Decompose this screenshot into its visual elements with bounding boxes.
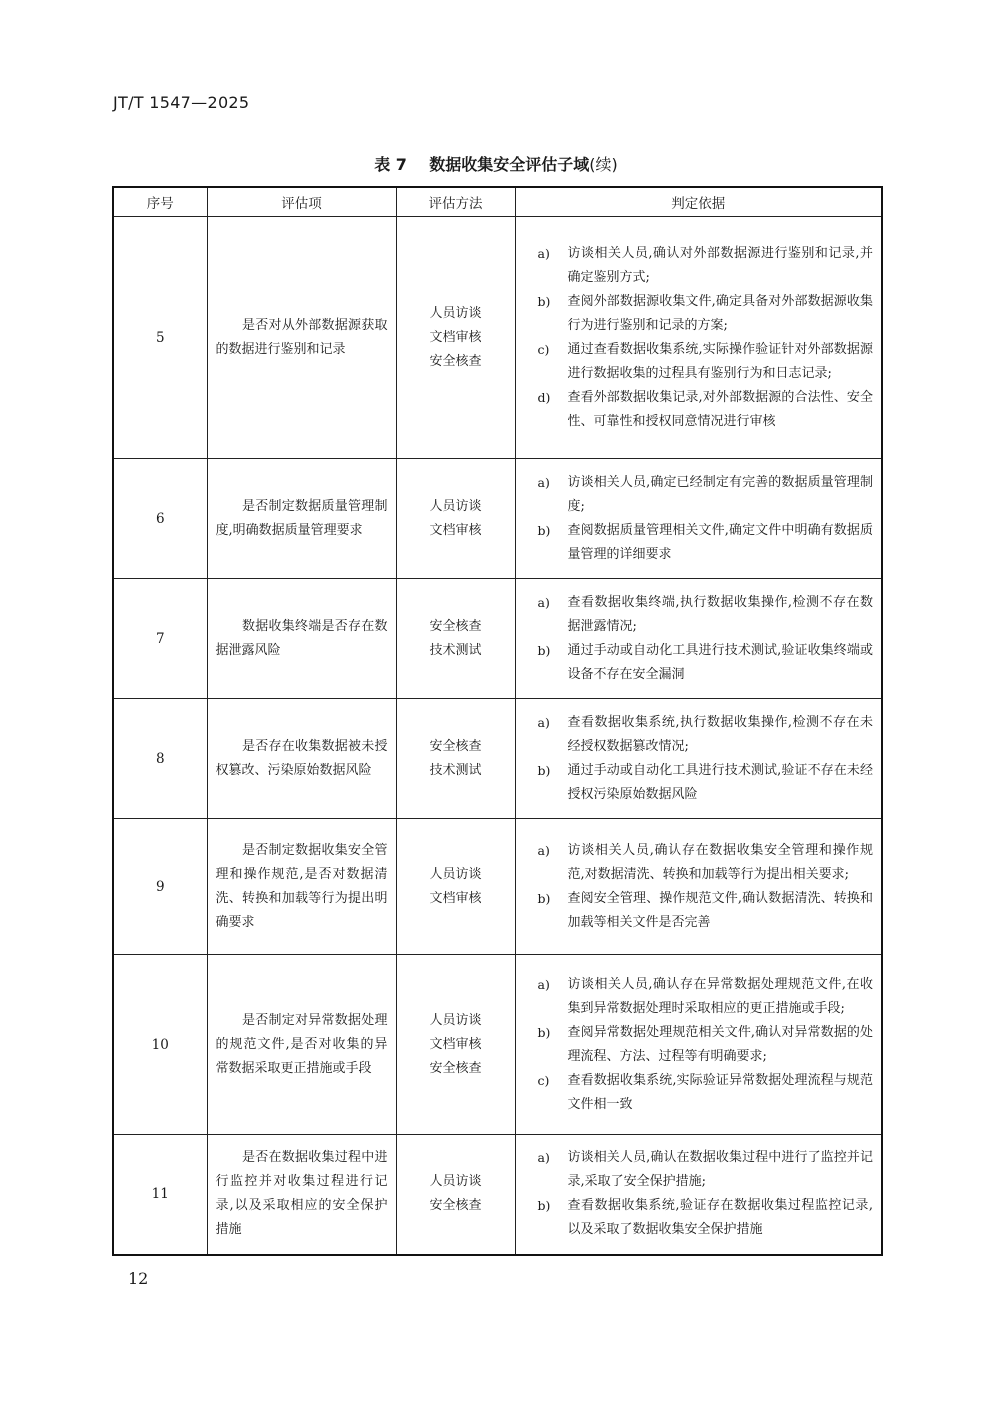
assessment-item: 是否制定数据收集安全管理和操作规范,是否对数据清洗、转换和加载等行为提出明确要求 <box>207 819 396 955</box>
list-marker: a) <box>537 1150 550 1166</box>
basis-list-item <box>524 973 874 1021</box>
judgment-basis <box>515 579 882 699</box>
list-marker: b) <box>537 642 551 658</box>
list-marker: a) <box>537 245 550 261</box>
row-number: 8 <box>113 699 207 819</box>
basis-text: 查看数据收集系统,验证存在数据收集过程监控记录,以及采取了数据收集安全保护措施 <box>567 1198 873 1238</box>
list-marker: c) <box>537 341 550 357</box>
page-number: 12 <box>128 1269 149 1288</box>
method-entry: 人员访谈 <box>429 866 482 882</box>
basis-text: 访谈相关人员,确认对外部数据源进行鉴别和记录,并确定鉴别方式; <box>567 245 873 285</box>
table-row <box>113 1135 882 1255</box>
list-marker: a) <box>537 842 550 858</box>
basis-text: 查看数据收集系统,实际验证异常数据处理流程与规范文件相一致 <box>567 1072 873 1112</box>
row-number: 10 <box>113 955 207 1135</box>
assessment-method <box>396 217 515 459</box>
basis-list-item <box>524 471 874 519</box>
basis-list-item <box>524 887 874 935</box>
list-marker: a) <box>537 594 550 610</box>
method-entry: 人员访谈 <box>429 498 482 514</box>
method-entry: 安全核查 <box>429 1198 482 1214</box>
table-caption <box>0 152 992 175</box>
table-row <box>113 955 882 1135</box>
table-row <box>113 459 882 579</box>
row-number: 5 <box>113 217 207 459</box>
basis-text: 通过手动或自动化工具进行技术测试,验证不存在未经授权污染原始数据风险 <box>567 762 873 802</box>
list-marker: b) <box>537 1198 551 1214</box>
basis-list-item <box>524 519 874 567</box>
method-entry: 安全核查 <box>429 618 482 634</box>
judgment-basis <box>515 955 882 1135</box>
list-marker: b) <box>537 522 551 538</box>
row-number: 9 <box>113 819 207 955</box>
assessment-item: 是否对从外部数据源获取的数据进行鉴别和记录 <box>207 217 396 459</box>
basis-list-item <box>524 711 874 759</box>
assessment-method <box>396 819 515 955</box>
basis-list-item <box>524 242 874 290</box>
basis-list-item <box>524 591 874 639</box>
header-basis: 判定依据 <box>515 187 882 217</box>
assessment-method <box>396 459 515 579</box>
assessment-item: 是否存在收集数据被未授权篡改、污染原始数据风险 <box>207 699 396 819</box>
basis-list-item <box>524 1194 874 1242</box>
row-number: 6 <box>113 459 207 579</box>
basis-list-item <box>524 639 874 687</box>
basis-list-item <box>524 338 874 386</box>
basis-list-item <box>524 1146 874 1194</box>
table-row <box>113 217 882 459</box>
table-row <box>113 819 882 955</box>
basis-text: 查看数据收集终端,执行数据收集操作,检测不存在数据泄露情况; <box>567 594 873 634</box>
judgment-basis <box>515 699 882 819</box>
basis-list-item <box>524 759 874 807</box>
method-entry: 文档审核 <box>429 522 482 538</box>
basis-text: 查阅异常数据处理规范相关文件,确认对异常数据的处理流程、方法、过程等有明确要求; <box>567 1024 873 1064</box>
basis-text: 通过查看数据收集系统,实际操作验证针对外部数据源进行数据收集的过程具有鉴别行为和日志记录; <box>567 341 873 381</box>
table-label: 表 7 <box>374 155 407 174</box>
table-header-row <box>113 187 882 217</box>
method-entry: 技术测试 <box>429 642 482 658</box>
basis-list-item <box>524 290 874 338</box>
assessment-method <box>396 955 515 1135</box>
header-item: 评估项 <box>207 187 396 217</box>
method-entry: 文档审核 <box>429 1036 482 1052</box>
basis-text: 查阅数据质量管理相关文件,确定文件中明确有数据质量管理的详细要求 <box>567 522 873 562</box>
list-marker: d) <box>537 389 551 405</box>
basis-text: 访谈相关人员,确认在数据收集过程中进行了监控并记录,采取了安全保护措施; <box>567 1150 873 1190</box>
table-row <box>113 579 882 699</box>
method-entry: 安全核查 <box>429 353 482 369</box>
assessment-table <box>112 186 883 1256</box>
basis-list-item <box>524 1021 874 1069</box>
table-continued: (续) <box>589 155 618 174</box>
basis-text: 查看外部数据收集记录,对外部数据源的合法性、安全性、可靠性和授权同意情况进行审核 <box>567 389 873 429</box>
basis-text: 查阅安全管理、操作规范文件,确认数据清洗、转换和加载等相关文件是否完善 <box>567 890 873 930</box>
basis-text: 查阅外部数据源收集文件,确定具备对外部数据源收集行为进行鉴别和记录的方案; <box>567 293 873 333</box>
basis-text: 通过手动或自动化工具进行技术测试,验证收集终端或设备不存在安全漏洞 <box>567 642 873 682</box>
judgment-basis <box>515 217 882 459</box>
method-entry: 人员访谈 <box>429 1012 482 1028</box>
method-entry: 人员访谈 <box>429 1174 482 1190</box>
list-marker: b) <box>537 762 551 778</box>
method-entry: 技术测试 <box>429 762 482 778</box>
judgment-basis <box>515 1135 882 1255</box>
list-marker: a) <box>537 714 550 730</box>
list-marker: b) <box>537 890 551 906</box>
method-entry: 文档审核 <box>429 329 482 345</box>
method-entry: 文档审核 <box>429 890 482 906</box>
header-no: 序号 <box>113 187 207 217</box>
basis-text: 访谈相关人员,确定已经制定有完善的数据质量管理制度; <box>567 474 873 514</box>
list-marker: b) <box>537 1024 551 1040</box>
method-entry: 人员访谈 <box>429 305 482 321</box>
list-marker: a) <box>537 976 550 992</box>
assessment-item: 是否制定数据质量管理制度,明确数据质量管理要求 <box>207 459 396 579</box>
header-method: 评估方法 <box>396 187 515 217</box>
basis-list-item <box>524 1069 874 1117</box>
assessment-item: 是否在数据收集过程中进行监控并对收集过程进行记录,以及采取相应的安全保护措施 <box>207 1135 396 1255</box>
assessment-item: 是否制定对异常数据处理的规范文件,是否对收集的异常数据采取更正措施或手段 <box>207 955 396 1135</box>
list-marker: b) <box>537 293 551 309</box>
list-marker: a) <box>537 474 550 490</box>
row-number: 7 <box>113 579 207 699</box>
basis-text: 查看数据收集系统,执行数据收集操作,检测不存在未经授权数据篡改情况; <box>567 714 873 754</box>
basis-text: 访谈相关人员,确认存在数据收集安全管理和操作规范,对数据清洗、转换和加载等行为提出相关要求; <box>567 842 873 882</box>
method-entry: 安全核查 <box>429 738 482 754</box>
judgment-basis <box>515 459 882 579</box>
basis-list-item <box>524 386 874 434</box>
standard-code: JT/T 1547—2025 <box>113 93 250 112</box>
assessment-method <box>396 699 515 819</box>
table-row <box>113 699 882 819</box>
assessment-method <box>396 579 515 699</box>
list-marker: c) <box>537 1072 550 1088</box>
method-entry: 安全核查 <box>429 1060 482 1076</box>
assessment-item: 数据收集终端是否存在数据泄露风险 <box>207 579 396 699</box>
row-number: 11 <box>113 1135 207 1255</box>
assessment-method <box>396 1135 515 1255</box>
basis-list-item <box>524 839 874 887</box>
table-title: 数据收集安全评估子域 <box>429 155 590 174</box>
basis-text: 访谈相关人员,确认存在异常数据处理规范文件,在收集到异常数据处理时采取相应的更正措施或手段; <box>567 976 873 1016</box>
judgment-basis <box>515 819 882 955</box>
